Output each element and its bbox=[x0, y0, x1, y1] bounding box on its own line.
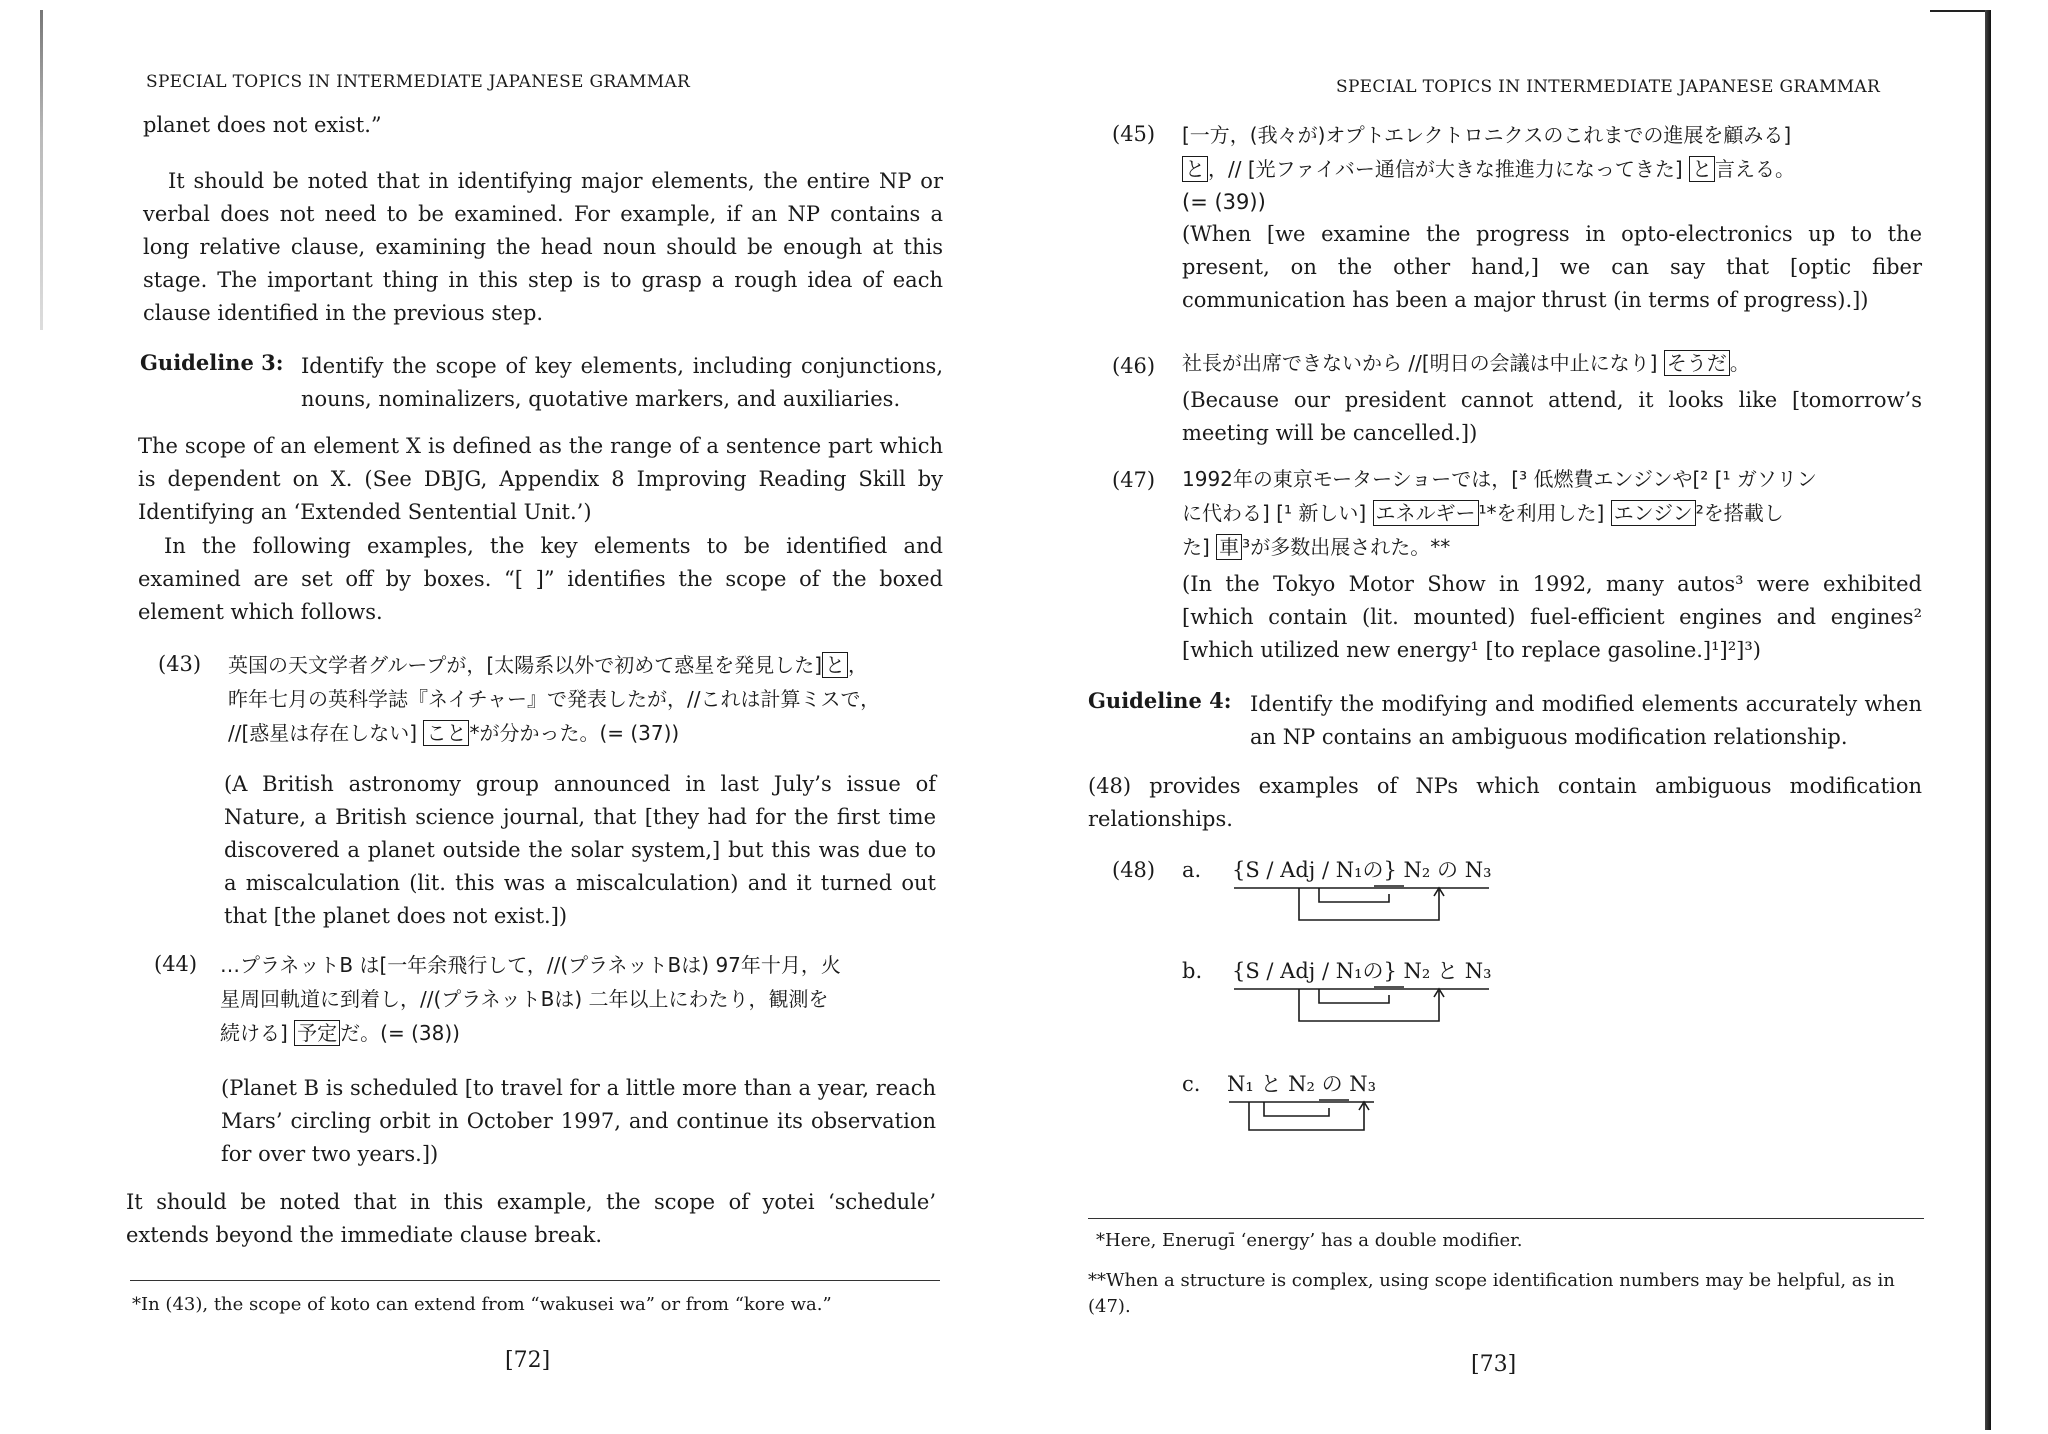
paragraph-48-intro: (48) provides examples of NPs which contain ambiguous modification relationships. bbox=[1088, 774, 1922, 831]
ex47-box-car: 車 bbox=[1216, 534, 1242, 560]
example-43-translation: (A British astronomy group announced in last July’s issue of Nature, a British science journal, that [they had for the first time discovered a planet outside the solar system,] but this was due to a miscalculation (lit. this was a miscalculation) and it turned out that [the planet does not exist.]) bbox=[224, 772, 936, 928]
ex43-jp-line1: 英国の天文学者グループが，[太陽系以外で初めて惑星を発見した] bbox=[228, 653, 823, 677]
example-44-japanese bbox=[220, 948, 940, 1050]
ex45-jp-line2-end: 言える。 bbox=[1715, 157, 1795, 181]
ex44-jp-line3-end: だ。(= (38)) bbox=[340, 1021, 460, 1045]
example-46-japanese bbox=[1182, 346, 1922, 380]
ex45-ref: (= (39)) bbox=[1182, 190, 1266, 214]
guideline-4-label: Guideline 4: bbox=[1088, 688, 1232, 713]
paragraph-major-elements: It should be noted that in identifying major elements, the entire NP or verbal does not need to be examined. For example, if an NP contains a long relative clause, examining the head noun should be enough at this stage. The important thing in this step is to grasp a rough idea of each clause identified in the previous step. bbox=[143, 169, 943, 325]
ex45-box-to-2: と bbox=[1689, 156, 1715, 182]
ex43-jp-line3-end: *が分かった。(= (37)) bbox=[469, 721, 680, 745]
ex46-jp-end: 。 bbox=[1729, 351, 1750, 375]
binding-shadow-left bbox=[40, 10, 43, 330]
example-43-number: (43) bbox=[158, 652, 202, 676]
ex48-c-bracket-diagram bbox=[1224, 1094, 1424, 1144]
footnote-right-1: *Here, Enerugī ‘energy’ has a double modifier. bbox=[1096, 1230, 1523, 1251]
ex48-c-label: c. bbox=[1182, 1072, 1201, 1096]
ex43-jp-line1-end: ， bbox=[848, 653, 869, 677]
binding-shadow-right bbox=[1985, 10, 1991, 1430]
ex46-jp: 社長が出席できないから //[明日の会議は中止になり] bbox=[1182, 351, 1658, 375]
paragraph-boxed-elements: In the following examples, the key elements to be identified and examined are set off by boxes. “[ ]” identifies the scope of the boxed element which follows. bbox=[138, 534, 943, 624]
ex48-b-label: b. bbox=[1182, 959, 1203, 983]
footnote-left: *In (43), the scope of koto can extend from “wakusei wa” or from “kore wa.” bbox=[132, 1294, 832, 1315]
ex45-jp-line2: ，// [光ファイバー通信が大きな推進力になってきた] bbox=[1208, 157, 1683, 181]
ex47-jp-line2-mid: ¹*を利用した] bbox=[1478, 501, 1605, 525]
ex48-b-bracket-diagram bbox=[1229, 981, 1529, 1031]
example-47-japanese bbox=[1182, 462, 1922, 564]
binding-edge-top-right bbox=[1930, 10, 1990, 12]
example-45-japanese bbox=[1182, 118, 1922, 219]
paragraph-yotei-scope: It should be noted that in this example, the scope of yotei ‘schedule’ extends beyond the immediate clause break. bbox=[126, 1190, 936, 1247]
paragraph-scope-definition: The scope of an element X is defined as the range of a sentence part which is dependent on X. (See DBJG, Appendix 8 Improving Reading Skill by Identifying an ‘Extended Sentential Unit.’) bbox=[138, 434, 943, 524]
footnote-rule-right bbox=[1088, 1218, 1924, 1219]
ex43-box-to: と bbox=[822, 652, 848, 678]
running-header-left: SPECIAL TOPICS IN INTERMEDIATE JAPANESE GRAMMAR bbox=[146, 72, 691, 92]
example-47-translation: (In the Tokyo Motor Show in 1992, many autos³ were exhibited [which contain (lit. mounted) fuel-efficient engines and engines² [which utilized new energy¹ [to replace gasoline.]¹]²]³) bbox=[1182, 572, 1922, 662]
ex45-box-to-1: と bbox=[1182, 156, 1208, 182]
example-48-number: (48) bbox=[1112, 858, 1156, 882]
ex43-jp-line2: 昨年七月の英科学誌『ネイチャー』で発表したが，//これは計算ミスで， bbox=[228, 687, 881, 711]
ex45-jp-line1: [一方，(我々が)オプトエレクトロニクスのこれまでの進展を顧みる] bbox=[1182, 123, 1792, 147]
guideline-3-text: Identify the scope of key elements, including conjunctions, nouns, nominalizers, quotative markers, and auxiliaries. bbox=[301, 354, 943, 411]
example-44-translation: (Planet B is scheduled [to travel for a little more than a year, reach Mars’ circling orbit in October 1997, and continue its observation for over two years.]) bbox=[221, 1076, 936, 1166]
example-45-translation: (When [we examine the progress in opto-electronics up to the present, on the other hand,] we can say that [optic fiber communication has been a major thrust (in terms of progress).]) bbox=[1182, 222, 1922, 312]
right-page bbox=[1024, 0, 2048, 1434]
example-46-translation: (Because our president cannot attend, it looks like [tomorrow’s meeting will be cancelled.]) bbox=[1182, 388, 1922, 445]
ex46-box-souda: そうだ bbox=[1664, 350, 1730, 376]
page-number-73: [73] bbox=[1471, 1352, 1517, 1377]
ex47-jp-line3: た] bbox=[1182, 535, 1210, 559]
guideline-4-text: Identify the modifying and modified elements accurately when an NP contains an ambiguous modification relationship. bbox=[1250, 692, 1922, 749]
ex48-c-text: N₁ と N₂ の N₃ bbox=[1227, 1072, 1377, 1096]
ex47-jp-line3-end: ³が多数出展された。** bbox=[1242, 535, 1451, 559]
ex47-jp-line2-end: ²を搭載し bbox=[1695, 501, 1784, 525]
footnote-rule-left bbox=[130, 1280, 940, 1281]
example-46-number: (46) bbox=[1112, 354, 1156, 378]
ex48-a-bracket-diagram bbox=[1229, 880, 1529, 930]
example-47-number: (47) bbox=[1112, 468, 1156, 492]
ex44-jp-line3: 続ける] bbox=[220, 1021, 288, 1045]
guideline-3-label: Guideline 3: bbox=[140, 350, 284, 375]
continuation-line: planet does not exist.” bbox=[143, 113, 382, 137]
ex47-box-energy: エネルギー bbox=[1373, 500, 1479, 526]
ex44-jp-line2: 星周回軌道に到着し，//(プラネットBは) 二年以上にわたり，観測を bbox=[220, 987, 829, 1011]
ex47-jp-line2: に代わる] [¹ 新しい] bbox=[1182, 501, 1367, 525]
example-44-number: (44) bbox=[154, 952, 198, 976]
running-header-right: SPECIAL TOPICS IN INTERMEDIATE JAPANESE GRAMMAR bbox=[1336, 77, 1881, 97]
ex48-b-text: {S / Adj / N₁の} N₂ と N₃ bbox=[1232, 959, 1492, 983]
page-number-72: [72] bbox=[505, 1348, 551, 1373]
example-43-japanese bbox=[228, 648, 948, 750]
ex47-jp-line1: 1992年の東京モーターショーでは，[³ 低燃費エンジンや[² [¹ ガソリン bbox=[1182, 467, 1817, 491]
ex44-box-yotei: 予定 bbox=[294, 1020, 340, 1046]
ex47-box-engine: エンジン bbox=[1611, 500, 1696, 526]
ex48-a-label: a. bbox=[1182, 858, 1202, 882]
ex43-jp-line3: //[惑星は存在しない] bbox=[228, 721, 418, 745]
ex43-box-koto: こと bbox=[423, 720, 469, 746]
ex48-a-text: {S / Adj / N₁の} N₂ の N₃ bbox=[1232, 858, 1492, 882]
footnote-right-2: **When a structure is complex, using scope identification numbers may be helpful, as in (47). bbox=[1088, 1270, 1895, 1317]
ex44-jp-line1: …プラネットB は[一年余飛行して，//(プラネットBは) 97年十月，火 bbox=[220, 953, 841, 977]
example-45-number: (45) bbox=[1112, 122, 1156, 146]
